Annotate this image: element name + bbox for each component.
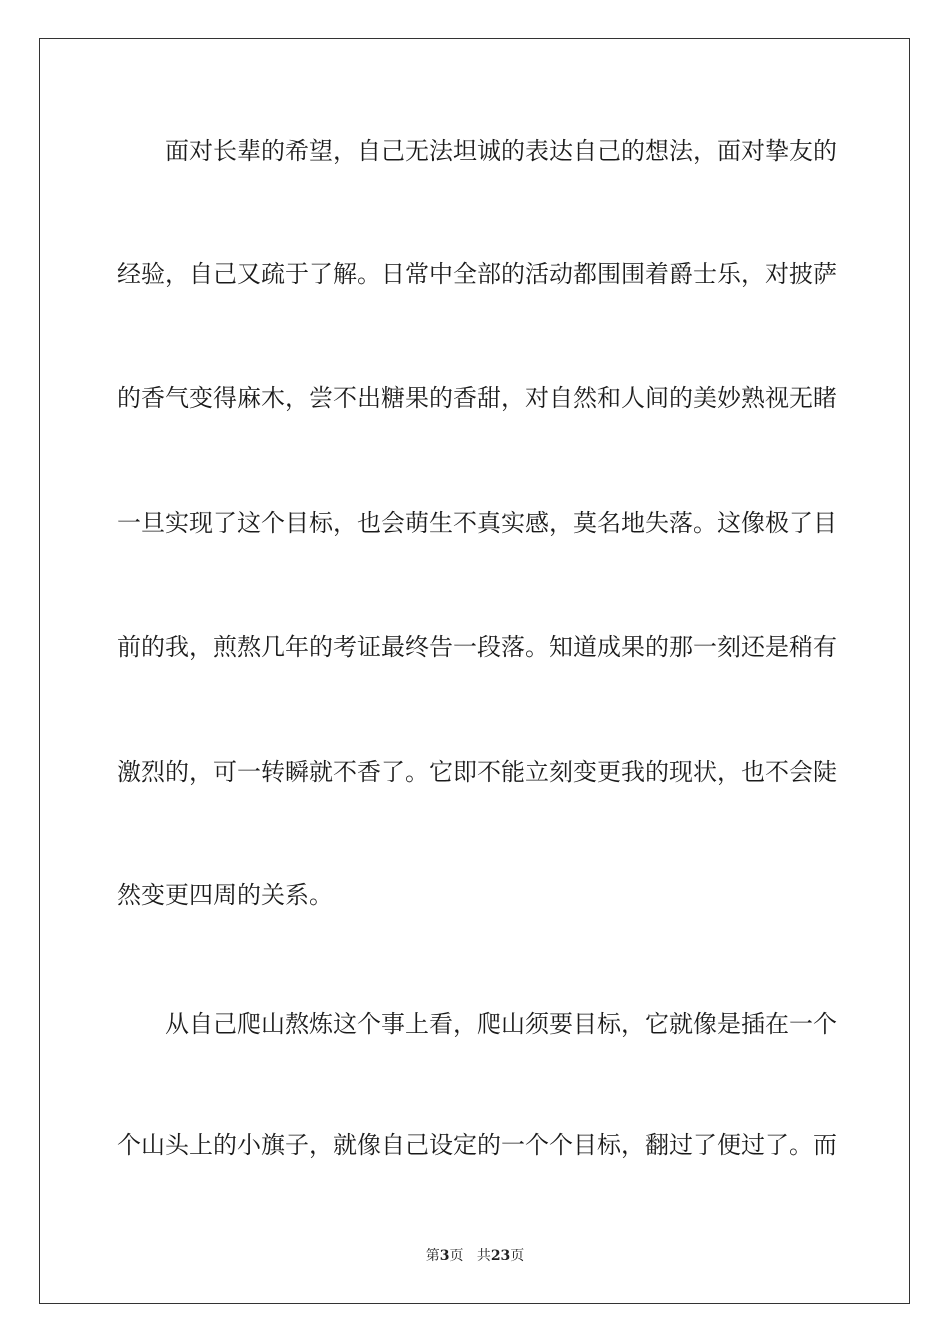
paragraph-1-line-4: 一旦实现了这个目标，也会萌生不真实感，莫名地失落。这像极了目 (117, 509, 837, 537)
paragraph-1-line-6: 激烈的，可一转瞬就不香了。它即不能立刻变更我的现状，也不会陡 (117, 758, 837, 786)
paragraph-1-line-2: 经验，自己又疏于了解。日常中全部的活动都围围着爵士乐，对披萨 (117, 260, 837, 288)
total-suffix: 页 (510, 1248, 525, 1264)
page-suffix: 页 (449, 1248, 464, 1264)
paragraph-1-line-1: 面对长辈的希望，自己无法坦诚的表达自己的想法，面对挚友的 (165, 137, 837, 165)
paragraph-2-line-1: 从自己爬山熬炼这个事上看，爬山须要目标，它就像是插在一个 (165, 1010, 837, 1038)
paragraph-1-line-7: 然变更四周的关系。 (117, 881, 333, 909)
page-number: 3 (439, 1248, 450, 1264)
page-prefix: 第 (425, 1248, 440, 1264)
paragraph-2-line-2: 个山头上的小旗子，就像自己设定的一个个目标，翻过了便过了。而 (117, 1131, 837, 1159)
page-footer (0, 1246, 950, 1266)
paragraph-1-line-3: 的香气变得麻木，尝不出糖果的香甜，对自然和人间的美妙熟视无睹 (117, 384, 837, 412)
total-prefix: 共 (476, 1248, 491, 1264)
total-pages: 23 (490, 1248, 511, 1264)
paragraph-1-line-5: 前的我，煎熬几年的考证最终告一段落。知道成果的那一刻还是稍有 (117, 633, 837, 661)
page-border (39, 38, 910, 1304)
